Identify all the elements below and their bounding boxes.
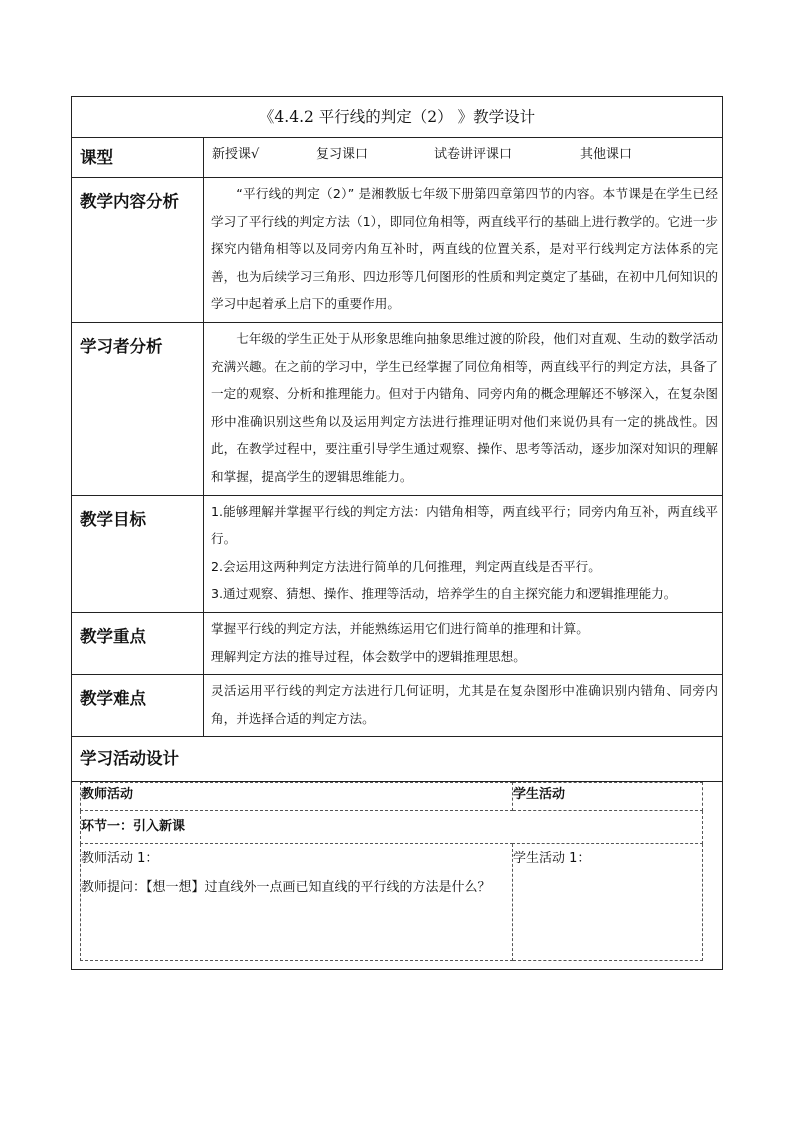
student-activity-column-header: 学生活动 [513, 783, 703, 811]
objectives-row [72, 495, 723, 612]
difficulties-row [72, 675, 723, 737]
lesson-type-options [204, 138, 723, 178]
document-title: 《4.4.2 平行线的判定（2） 》教学设计 [72, 97, 723, 138]
segment-heading: 环节一：引入新课 [81, 811, 703, 844]
teacher-activity-column-header: 教师活动 [81, 783, 513, 811]
title-row [72, 97, 723, 138]
key-points-label: 教学重点 [72, 612, 204, 674]
difficulties-label: 教学难点 [72, 675, 204, 737]
lesson-plan-sheet [71, 96, 722, 970]
lesson-type-option-review: 复习课口 [316, 147, 369, 162]
student-activity-cell [513, 844, 703, 961]
learner-analysis-text: 七年级的学生正处于从形象思维向抽象思维过渡的阶段，他们对直观、生动的数学活动充满兴趣。在之前的学习中，学生已经掌握了同位角相等，两直线平行的判定方法，具备了一定的观察、分析和推理能力。但对于内错角、同旁内角的概念理解还不够深入，在复杂图形中准确识别这些角以及运用判定方法进行推理证明对他们来说仍具有一定的挑战性。因此，在教学过程中，要注重引导学生通过观察、操作、思考等活动，逐步加深对知识的理解和掌握，提高学生的逻辑思维能力。 [211, 330, 718, 484]
lesson-plan-table [71, 96, 723, 970]
teacher-activity-title: 教师活动 1： [81, 851, 159, 867]
objective-item: 2.会运用这两种判定方法进行简单的几何推理，判定两直线是否平行。 [211, 558, 601, 574]
key-point-item: 理解判定方法的推导过程，体会数学中的逻辑推理思想。 [211, 648, 526, 664]
teacher-activity-text: 教师提问：【想一想】过直线外一点画已知直线的平行线的方法是什么？ [81, 880, 491, 896]
activity-design-heading: 学习活动设计 [72, 737, 723, 782]
lesson-type-row [72, 138, 723, 178]
content-analysis-label: 教学内容分析 [72, 178, 204, 323]
key-points-row [72, 612, 723, 674]
content-analysis-row [72, 178, 723, 323]
activity-heading-row [72, 737, 723, 782]
lesson-type-label: 课型 [72, 138, 204, 178]
lesson-type-option-new: 新授课√ [212, 147, 260, 162]
objective-item: 3.通过观察、猜想、操作、推理等活动，培养学生的自主探究能力和逻辑推理能力。 [211, 586, 677, 602]
content-analysis-text: “平行线的判定（2）” 是湘教版七年级下册第四章第四节的内容。本节课是在学生已经学习了平行线的判定方法（1），即同位角相等，两直线平行的基础上进行教学的。它进一步探究内错角相等以及同旁内角互补时，两直线的位置关系，是对平行线判定方法体系的完善，也为后续学习三角形、四边形等几何图形的性质和判定奠定了基础，在初中几何知识的学习中起着承上启下的重要作用。 [211, 186, 718, 312]
objectives-label: 教学目标 [72, 495, 204, 612]
learner-analysis-label: 学习者分析 [72, 322, 204, 495]
lesson-type-option-other: 其他课口 [580, 147, 633, 162]
activity-table [80, 782, 703, 961]
objective-item: 1.能够理解并掌握平行线的判定方法：内错角相等，两直线平行；同旁内角互补，两直线平行。 [211, 503, 718, 547]
difficulties-text: 灵活运用平行线的判定方法进行几何证明，尤其是在复杂图形中准确识别内错角、同旁内角，并选择合适的判定方法。 [211, 683, 718, 726]
teacher-activity-cell [81, 844, 513, 961]
activity-body-row [72, 782, 723, 970]
key-point-item: 掌握平行线的判定方法，并能熟练运用它们进行简单的推理和计算。 [211, 620, 589, 636]
student-activity-title: 学生活动 1： [513, 851, 591, 867]
learner-analysis-row [72, 322, 723, 495]
lesson-type-option-exam-review: 试卷讲评课口 [434, 147, 513, 162]
